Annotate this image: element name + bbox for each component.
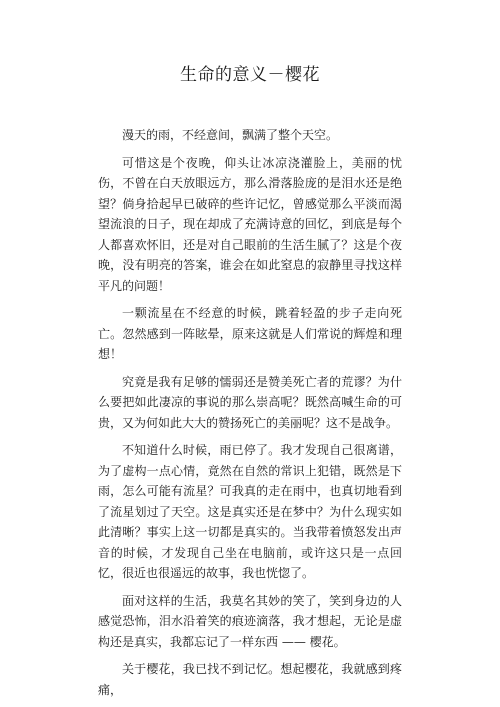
paragraph: 究竟是我有足够的懦弱还是赞美死亡者的荒谬？为什么要把如此凄凉的事说的那么崇高呢？既然高喊生命的可贵，又为何如此大大的赞扬死亡的美丽呢？这不是战争。 xyxy=(98,374,402,430)
paragraph: 一颗流星在不经意的时候，跳着轻盈的步子走向死亡。忽然感到一阵眩晕，原来这就是人们常说的辉煌和理想！ xyxy=(98,306,402,361)
paragraph: 面对这样的生活，我莫名其妙的笑了，笑到身边的人感觉恐怖，泪水沿着笑的痕迹滴落，我才想起，无论是虚构还是真实，我都忘记了一样东西 —— 樱花。 xyxy=(98,593,402,649)
document-title: 生命的意义－樱花 xyxy=(180,65,320,85)
paragraph: 关于樱花，我已找不到记忆。想起樱花，我就感到疼痛， xyxy=(98,662,402,697)
paragraph: 可惜这是个夜晚，仰头让冰凉浇灌脸上，美丽的忧伤，不曾在白天放眼远方，那么滑落脸庞的是泪水还是绝望？倘身拾起早已破碎的些许记忆，曾感觉那么平淡而渴望流浪的日子，现在却成了充满诗意的回忆，到底是每个人都喜欢怀旧，还是对自己眼前的生活生腻了？这是个夜晚，没有明亮的答案，谁会在如此窒息的寂静里寻找这样平凡的问题！ xyxy=(98,155,402,293)
paragraph: 不知道什么时候，雨已停了。我才发现自己很离谱，为了虚构一点心情，竟然在自然的常识上犯错，既然是下雨，怎么可能有流星？可我真的走在雨中，也真切地看到了流星划过了天空。这是真实还是在梦中？为什么现实如此清晰？事实上这一切都是真实的。当我带着愤怒发出声音的时候，才发现自己坐在电脑前，或许这只是一点回忆，很近也很遥远的故事，我也恍惚了。 xyxy=(98,443,402,580)
document-body xyxy=(98,125,402,707)
paragraph: 漫天的雨，不经意间，飘满了整个天空。 xyxy=(122,128,339,142)
